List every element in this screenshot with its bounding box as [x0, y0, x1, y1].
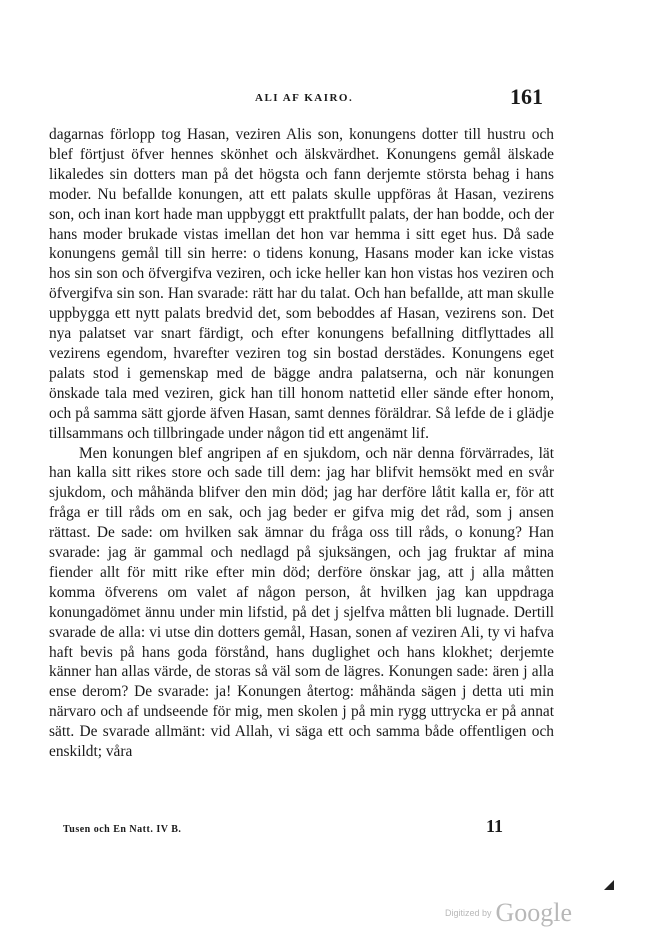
digitized-watermark [445, 898, 572, 928]
page-number: 161 [510, 84, 543, 109]
paragraph-2: Men konungen blef angripen af en sjukdom, och när denna förvärrades, lät han kalla sitt rikes store och sade till dem: jag har blifvit hemsökt med en svår sjukdom, och måhända blifver den min död; jag har derföre låtit kalla er, för att fråga er till råds om en sak, och jag beder er gifva mig det råd, som j ansen rättast. De sade: om hvilken sak ämnar du fråga oss till råds, o konung? Han svarade: jag är gammal och nedlagd på sjuksängen, och jag fruktar af mina fiender allt för mitt rike efter min död; derföre önskar jag, att j alla måtten komma öfverens om valet af någon person, åt hvilken jag kan uppdraga konungadömet ännu under min lifstid, på det j sjelfva måtten bli lugnade. Dertill svarade de alla: vi utse din dotters gemål, Hasan, sonen af veziren Ali, ty vi hafva haft bevis på hans goda förstånd, hans duglighet och hans klokhet; derjemte känner han allas värde, de storas så väl som de lägres. Konungen sade: ären j alla ense derom? De svarade: ja! Konungen återtog: måhända sägen j detta uti min närvaro och af undseende för mig, men skolen j på min rygg uttrycka er på annat sätt. De svarade allmänt: vid Allah, vi säga ett och samma både offentligen och enskildt; våra [49, 444, 554, 761]
corner-triangle-icon [604, 880, 614, 890]
watermark-brand: Google [495, 898, 573, 927]
running-title: ALI AF KAIRO. [255, 92, 354, 104]
printer-signature: Tusen och En Natt. IV B. [63, 824, 182, 835]
watermark-prefix: Digitized by [445, 908, 492, 918]
signature-number: 11 [486, 816, 504, 836]
page-body [49, 125, 554, 762]
paragraph-1: dagarnas förlopp tog Hasan, veziren Alis son, konungens dotter till hustru och blef förtjust öfver hennes skönhet och älskvärdhet. Konungens gemål älskade likaledes sin dotters man på det högsta och fann derjemte största behag i hans moder. Nu befallde konungen, att ett palats skulle uppföras åt Hasan, vezirens son, och inan kort hade man uppbyggt ett praktfullt palats, der han bodde, och der hans moder brukade vistas imellan det hon var hemma i sitt eget hus. Då sade konungens gemål till sin herre: o tidens konung, Hasans moder kan icke vistas hos sin son och öfvergifva veziren, och icke heller kan hon vistas hos veziren och öfvergifva sin son. Han svarade: rätt har du talat. Och han befallde, att man skulle uppbygga ett nytt palats bredvid det, som beboddes af Hasan, vezirens son. Det nya palatset var snart färdigt, och efter konungens befallning ditflyttades all vezirens egendom, hvarefter veziren tog sin bostad derstädes. Konungens eget palats stod i gemenskap med de bägge andra palatserna, och när konungen önskade tala med veziren, gick han till honom nattetid eller sände efter honom, och på samma sätt gjorde äfven Hasan, samt dennes föräldrar. Så lefde de i glädje tillsammans och tillbringade under någon tid ett angenämt lif. [49, 126, 554, 442]
